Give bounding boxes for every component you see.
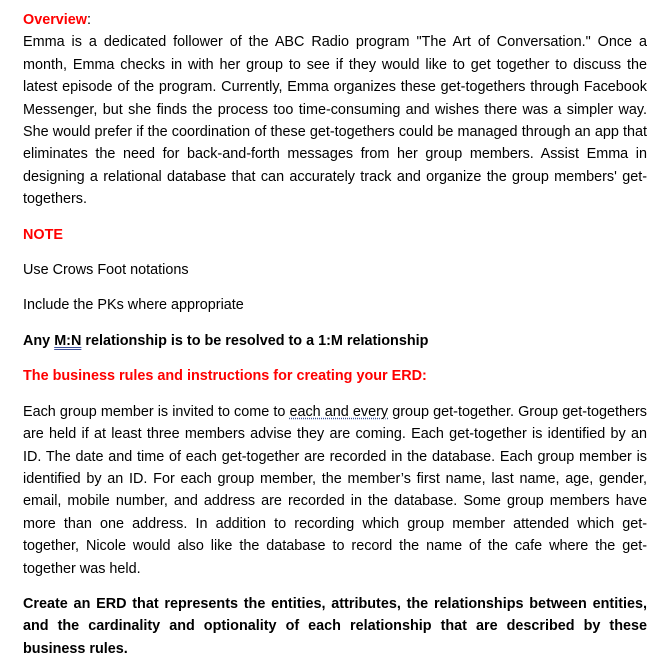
- note-heading: NOTE: [23, 226, 63, 243]
- rules-text-after: group get-together. Group get-togethers are held if at least three members advise they are coming. Each get-together is identified by an ID. The date and time of each get-together are recorded in the database. Each group member is identified by an ID. For each group member, the member’s first name, last name, age, gender, email, mobile number, and address are recorded in the database. Some group members have more than one address. In addition to recording which group member attended which get-together, Nicole would also like the database to record the name of the cafe where the get-together was held.: [23, 403, 647, 577]
- mn-prefix: Any: [23, 332, 55, 349]
- mn-term: M:N: [54, 332, 82, 349]
- overview-heading: [23, 9, 647, 31]
- erd-instruction-paragraph: Create an ERD that represents the entities, attributes, the relationships between entities, and the cardinality and optionality of each relationship that are described by these business rules.: [23, 595, 647, 657]
- overview-label: Overview: [23, 12, 87, 28]
- overview-colon: :: [87, 12, 91, 28]
- overview-paragraph: Emma is a dedicated follower of the ABC Radio program "The Art of Conversation." Once a month, Emma checks in with her group to see if they would like to get together to discuss the latest episode of the program. Currently, Emma organizes these get-togethers through Facebook Messenger, but she finds the process too time-consuming and wishes there was a simpler way. She would prefer if the coordination of these get-togethers could be managed through an app that eliminates the need for back-and-forth messages from her group members. Assist Emma in designing a relational database that can accurately track and organize the group members' get-togethers.: [23, 34, 647, 208]
- rules-text-underlined: each and every: [289, 403, 389, 420]
- mn-suffix: relationship is to be resolved to a 1:M relationship: [81, 332, 429, 349]
- note-item-pks: Include the PKs where appropriate: [23, 297, 244, 314]
- note-item-mn-relationship: [23, 330, 647, 352]
- business-rules-heading: The business rules and instructions for creating your ERD:: [23, 368, 427, 385]
- note-item-crows-foot: Use Crows Foot notations: [23, 262, 189, 279]
- rules-text-before: Each group member is invited to come to: [23, 403, 290, 420]
- business-rules-paragraph: [23, 401, 647, 580]
